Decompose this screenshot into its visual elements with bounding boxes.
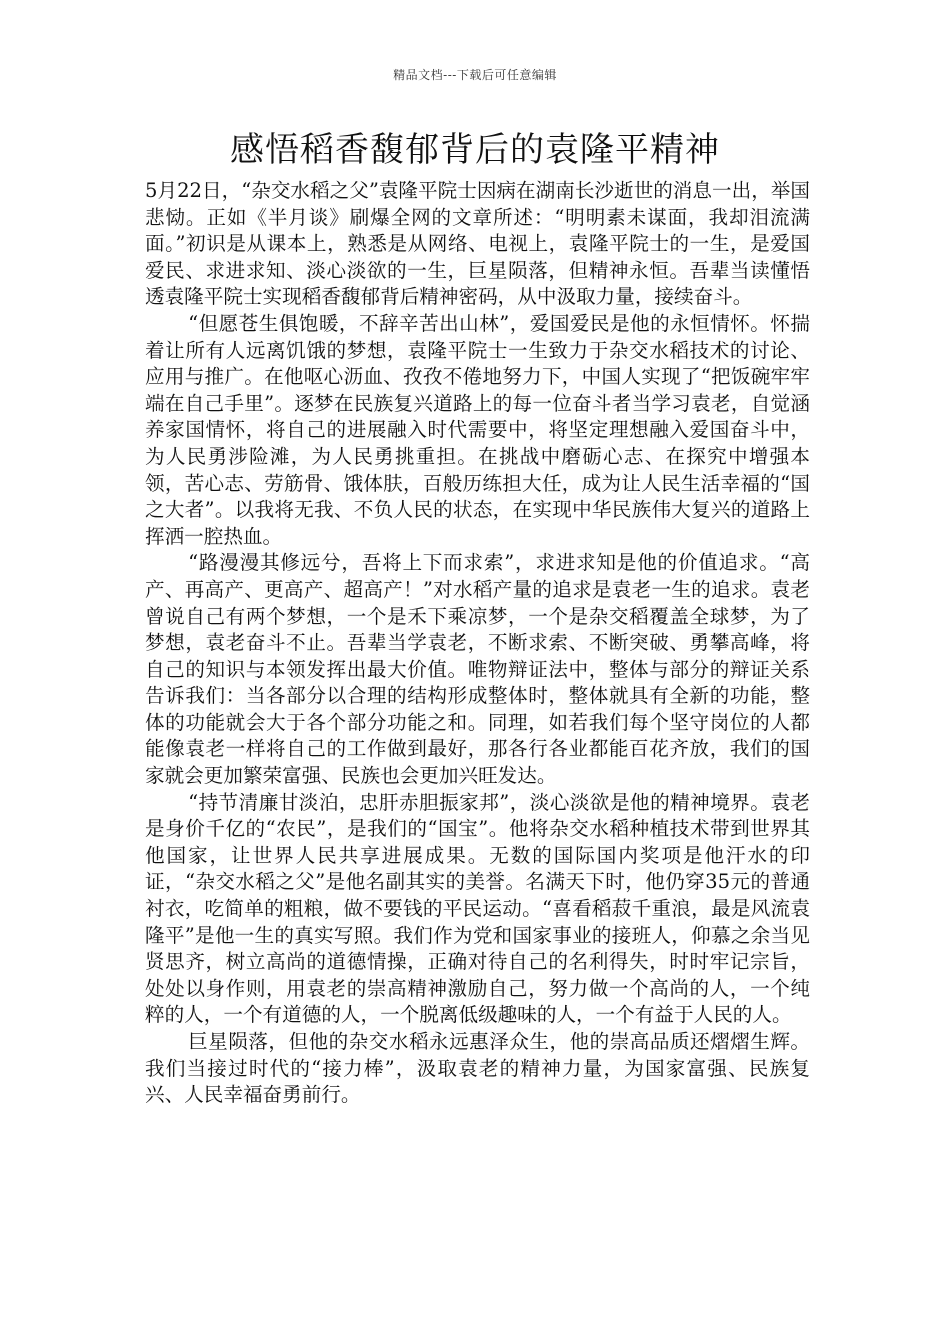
paragraph-modesty: “持节清廉甘淡泊，忠肝赤胆振家邦”，淡心淡欲是他的精神境界。袁老是身价千亿的“农民”，是我们的“国宝”。他将杂交水稻种植技术带到世界其他国家，让世界人民共享进展成果。无数的国际国内奖项是他汗水的印证，“杂交水稻之父”是他名副其实的美誉。名满天下时，他仍穿35元的普通衬衣，吃简单的粗粮，做不要钱的平民运动。“喜看稻菽千重浪，最是风流袁隆平”是他一生的真实写照。我们作为党和国家事业的接班人，仰慕之余当见贤思齐，树立高尚的道德情操，正确对待自己的名利得失，时时牢记宗旨，处处以身作则，用袁老的崇高精神激励自己，努力做一个高尚的人，一个纯粹的人，一个有道德的人，一个脱离低级趣味的人，一个有益于人民的人。 [145,790,810,1027]
paragraph-conclusion: 巨星陨落，但他的杂交水稻永远惠泽众生，他的崇高品质还熠熠生辉。我们当接过时代的“接力棒”，汲取袁老的精神力量，为国家富强、民族复兴、人民幸福奋勇前行。 [145,1030,810,1107]
document-body [145,178,810,1109]
header-note: 精品文档---下载后可任意编辑 [393,68,557,82]
document-title: 感悟稻香馥郁背后的袁隆平精神 [230,130,720,170]
paragraph-intro: 5月22日，“杂交水稻之父”袁隆平院士因病在湖南长沙逝世的消息一出，举国悲恸。正如《半月谈》刷爆全网的文章所述：“明明素未谋面，我却泪流满面。”初识是从课本上，熟悉是从网络、电视上，袁隆平院士的一生，是爱国爱民、求进求知、淡心淡欲的一生，巨星陨落，但精神永恒。吾辈当读懂悟透袁隆平院士实现稻香馥郁背后精神密码，从中汲取力量，接续奋斗。 [145,179,810,309]
paragraph-patriotism: “但愿苍生俱饱暖，不辞辛苦出山林”，爱国爱民是他的永恒情怀。怀揣着让所有人远离饥饿的梦想，袁隆平院士一生致力于杂交水稻技术的讨论、应用与推广。在他呕心沥血、孜孜不倦地努力下，中国人实现了“把饭碗牢牢端在自己手里”。逐梦在民族复兴道路上的每一位奋斗者当学习袁老，自觉涵养家国情怀，将自己的进展融入时代需要中，将坚定理想融入爱国奋斗中，为人民勇涉险滩，为人民勇挑重担。在挑战中磨砺心志、在探究中增强本领，苦心志、劳筋骨、饿体肤，百般历练担大任，成为让人民生活幸福的“国之大者”。以我将无我、不负人民的状态，在实现中华民族伟大复兴的道路上挥洒一腔热血。 [145,311,810,548]
paragraph-pursuit: “路漫漫其修远兮，吾将上下而求索”，求进求知是他的价值追求。“高产、再高产、更高产、超高产！”对水稻产量的追求是袁老一生的追求。袁老曾说自己有两个梦想，一个是禾下乘凉梦，一个是杂交稻覆盖全球梦，为了梦想，袁老奋斗不止。吾辈当学袁老，不断求索、不断突破、勇攀高峰，将自己的知识与本领发挥出最大价值。唯物辩证法中，整体与部分的辩证关系告诉我们：当各部分以合理的结构形成整体时，整体就具有全新的功能，整体的功能就会大于各个部分功能之和。同理，如若我们每个坚守岗位的人都能像袁老一样将自己的工作做到最好，那各行各业都能百花齐放，我们的国家就会更加繁荣富强、民族也会更加兴旺发达。 [145,551,810,788]
